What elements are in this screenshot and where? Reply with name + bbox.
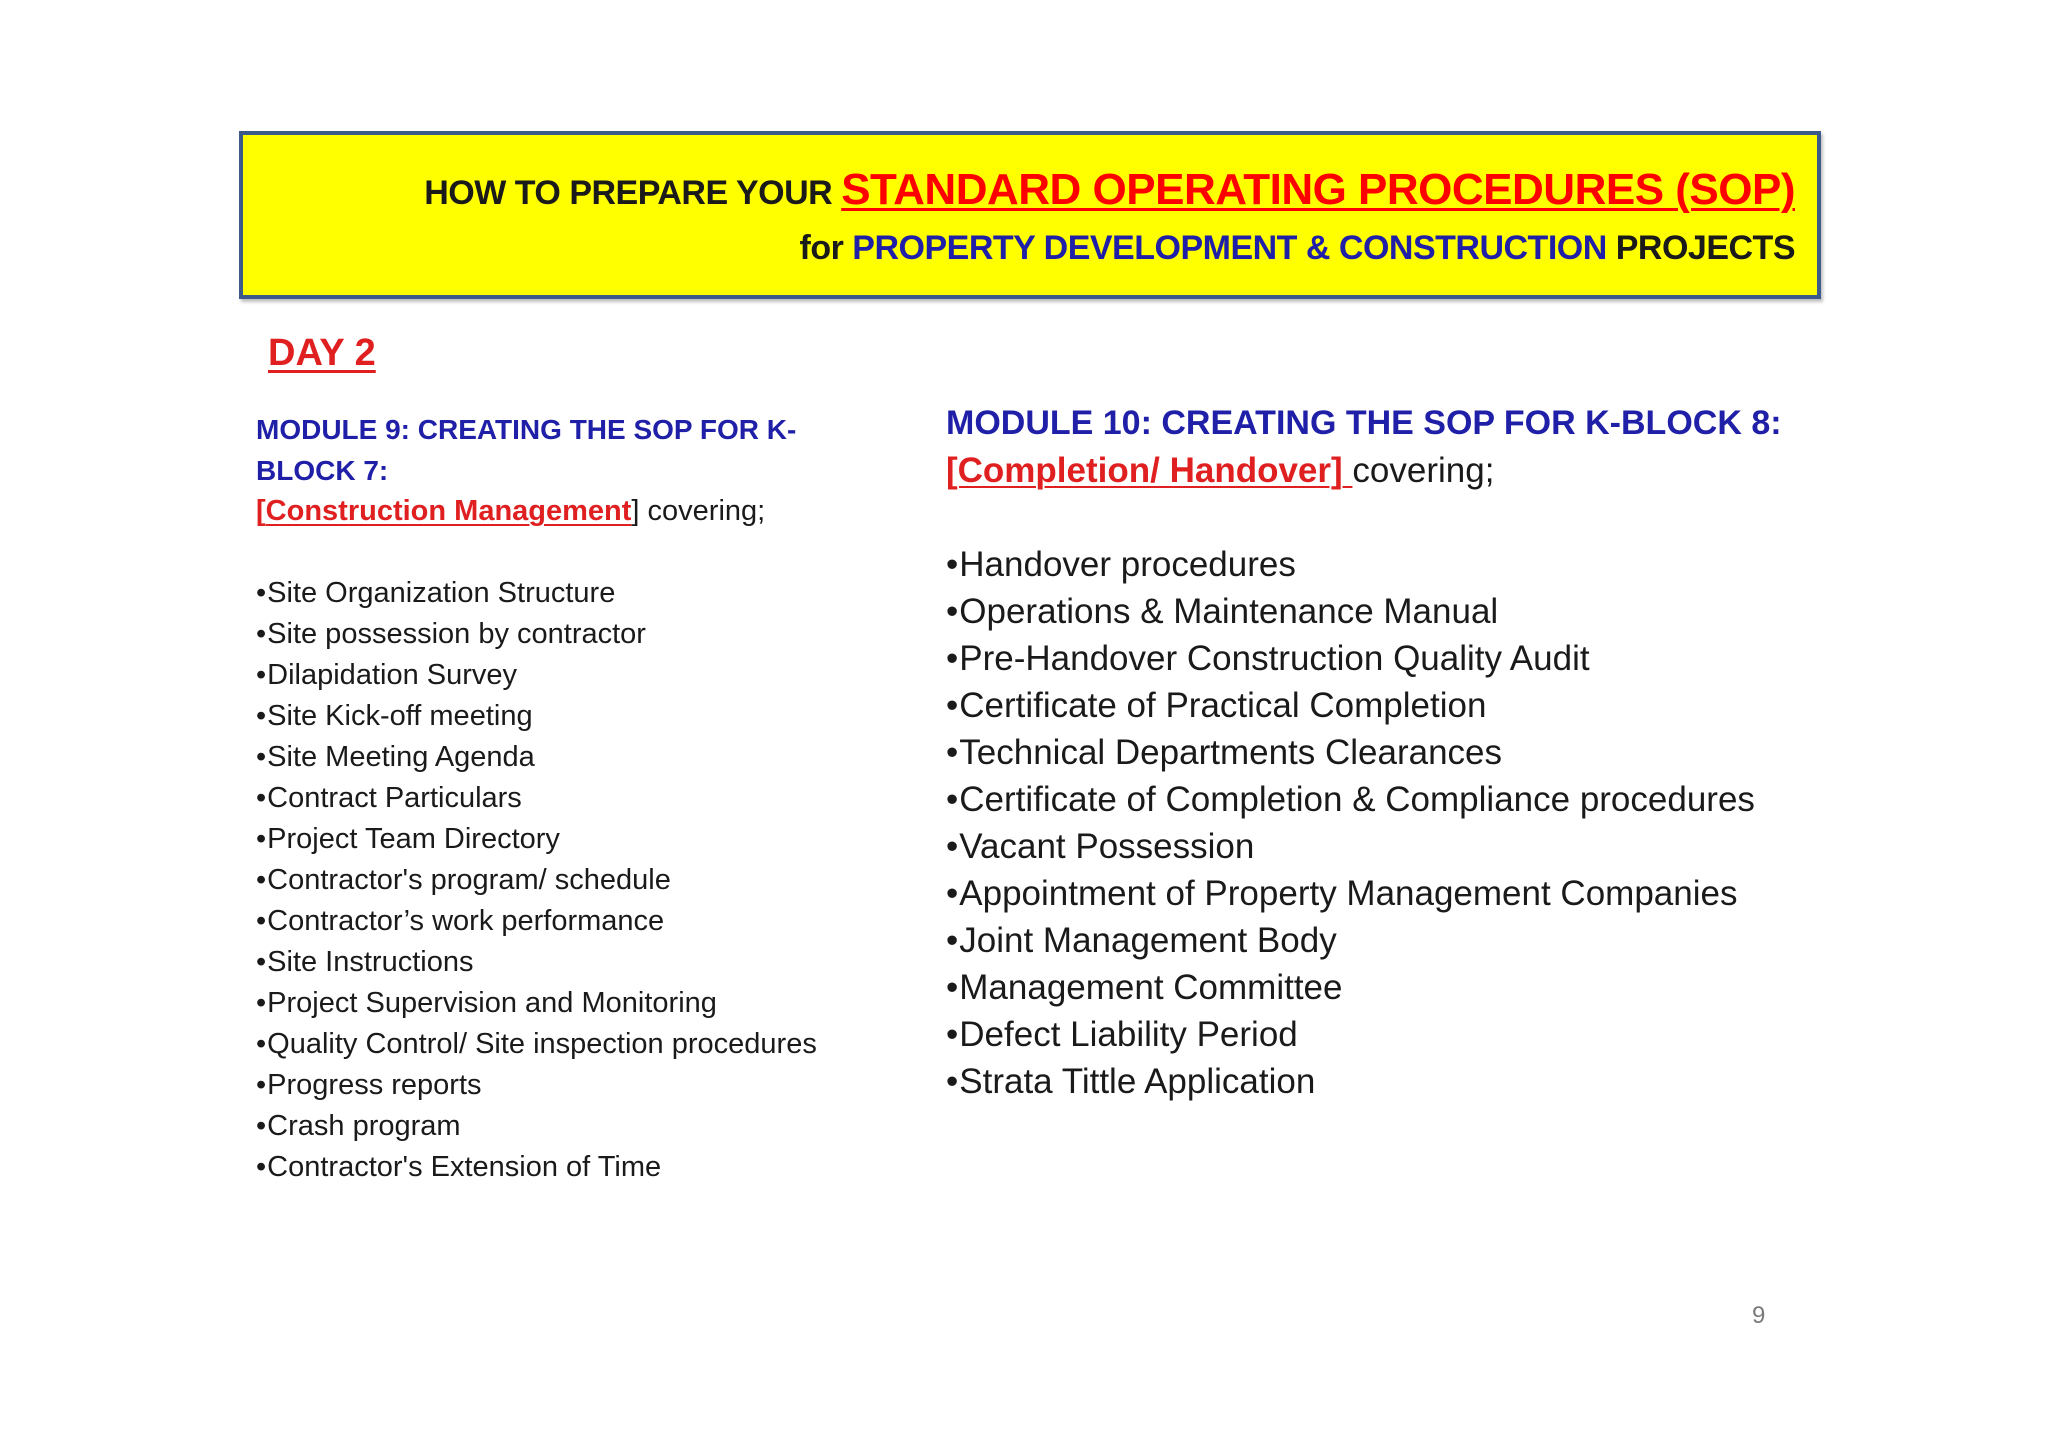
bullet-icon: • (946, 733, 959, 772)
list-item-text: Joint Management Body (959, 921, 1337, 960)
bullet-icon: • (256, 987, 267, 1019)
list-item (946, 1058, 1826, 1105)
list-item-text: Site Kick-off meeting (267, 700, 533, 732)
module-10-covering: covering; (1352, 451, 1495, 490)
list-item (946, 635, 1826, 682)
banner-title (424, 165, 1795, 215)
day-label: DAY 2 (268, 332, 376, 374)
banner-title-accent: STANDARD OPERATING PROCEDURES (SOP) (841, 165, 1795, 214)
list-item (946, 776, 1826, 823)
list-item-text: Project Team Directory (267, 823, 560, 855)
list-item-text: Project Supervision and Monitoring (267, 987, 717, 1019)
module-9-topic-line (256, 491, 866, 532)
list-item (946, 729, 1826, 776)
list-item-text: Pre-Handover Construction Quality Audit (959, 639, 1590, 678)
list-item-text: Contract Particulars (267, 782, 522, 814)
bullet-icon: • (256, 700, 267, 732)
list-item (256, 860, 866, 901)
banner-subtitle-end: PROJECTS (1606, 229, 1795, 267)
list-item-text: Technical Departments Clearances (959, 733, 1503, 772)
bullet-icon: • (946, 780, 959, 819)
list-item-text: Certificate of Completion & Compliance procedures (959, 780, 1755, 819)
list-item-text: Site Instructions (267, 946, 474, 978)
banner-subtitle-blue: PROPERTY DEVELOPMENT & CONSTRUCTION (852, 229, 1607, 267)
module-10-topic: [Completion/ Handover] (946, 451, 1353, 490)
bullet-icon: • (256, 577, 267, 609)
list-item (946, 964, 1826, 1011)
list-item-text: Site Meeting Agenda (267, 741, 535, 773)
list-item (256, 614, 866, 655)
list-item (946, 541, 1826, 588)
list-item (256, 942, 866, 983)
bullet-icon: • (946, 921, 959, 960)
list-item (256, 819, 866, 860)
bullet-icon: • (946, 874, 959, 913)
bullet-icon: • (946, 545, 959, 584)
list-item (256, 983, 866, 1024)
list-item-text: Certificate of Practical Completion (959, 686, 1487, 725)
list-item (256, 1147, 866, 1188)
list-item (256, 573, 866, 614)
bullet-icon: • (946, 827, 959, 866)
bullet-icon: • (256, 659, 267, 691)
bullet-icon: • (256, 782, 267, 814)
list-item-text: Appointment of Property Management Companies (959, 874, 1738, 913)
list-item-text: Contractor's Extension of Time (267, 1151, 662, 1183)
list-item (256, 1065, 866, 1106)
list-item-text: Dilapidation Survey (267, 659, 518, 691)
module-9-topic-open: [ (256, 495, 266, 527)
list-item-text: Progress reports (267, 1069, 482, 1101)
module-9-topic: Construction Management (265, 495, 632, 527)
list-item-text: Quality Control/ Site inspection procedures (267, 1028, 817, 1060)
bullet-icon: • (256, 864, 267, 896)
list-item (946, 917, 1826, 964)
module-9-covering: covering; (639, 495, 766, 527)
list-item (946, 682, 1826, 729)
list-item-text: Site possession by contractor (267, 618, 646, 650)
module-10-title: MODULE 10: CREATING THE SOP FOR K-BLOCK 8: (946, 404, 1782, 442)
bullet-icon: • (946, 1062, 959, 1101)
bullet-icon: • (946, 639, 959, 678)
page-number: 9 (1752, 1302, 1766, 1329)
bullet-icon: • (256, 823, 267, 855)
bullet-icon: • (256, 946, 267, 978)
banner-subtitle (800, 229, 1796, 268)
module-9-list (256, 573, 866, 1188)
list-item-text: Management Committee (959, 968, 1343, 1007)
bullet-icon: • (946, 968, 959, 1007)
list-item (946, 588, 1826, 635)
list-item-text: Strata Tittle Application (959, 1062, 1316, 1101)
bullet-icon: • (256, 741, 267, 773)
list-item-text: Defect Liability Period (959, 1015, 1298, 1054)
module-10-topic-line (946, 447, 1826, 494)
list-item-text: Operations & Maintenance Manual (959, 592, 1499, 631)
list-item-text: Crash program (267, 1110, 461, 1142)
bullet-icon: • (946, 1015, 959, 1054)
list-item (256, 737, 866, 778)
banner-subtitle-for: for (799, 229, 853, 267)
list-item (256, 1106, 866, 1147)
list-item (256, 696, 866, 737)
list-item (256, 1024, 866, 1065)
module-9-column (256, 409, 866, 1188)
bullet-icon: • (946, 592, 959, 631)
module-9-title: MODULE 9: CREATING THE SOP FOR K-BLOCK 7: (256, 414, 797, 486)
bullet-icon: • (256, 1110, 267, 1142)
list-item (946, 870, 1826, 917)
title-banner (239, 131, 1821, 299)
list-item-text: Handover procedures (959, 545, 1296, 584)
list-item-text: Site Organization Structure (267, 577, 616, 609)
list-item (256, 655, 866, 696)
bullet-icon: • (256, 1028, 267, 1060)
list-item-text: Vacant Possession (959, 827, 1255, 866)
list-item (256, 778, 866, 819)
spacer (256, 532, 866, 573)
spacer (946, 494, 1826, 541)
bullet-icon: • (256, 905, 267, 937)
module-10-list (946, 541, 1826, 1105)
module-10-column (946, 400, 1826, 1105)
bullet-icon: • (256, 1151, 267, 1183)
list-item (946, 823, 1826, 870)
list-item (256, 901, 866, 942)
bullet-icon: • (946, 686, 959, 725)
list-item-text: Contractor’s work performance (267, 905, 665, 937)
banner-title-lead: HOW TO PREPARE YOUR (424, 174, 842, 212)
list-item-text: Contractor's program/ schedule (267, 864, 671, 896)
module-9-topic-close: ] (631, 495, 640, 527)
list-item (946, 1011, 1826, 1058)
bullet-icon: • (256, 1069, 267, 1101)
bullet-icon: • (256, 618, 267, 650)
